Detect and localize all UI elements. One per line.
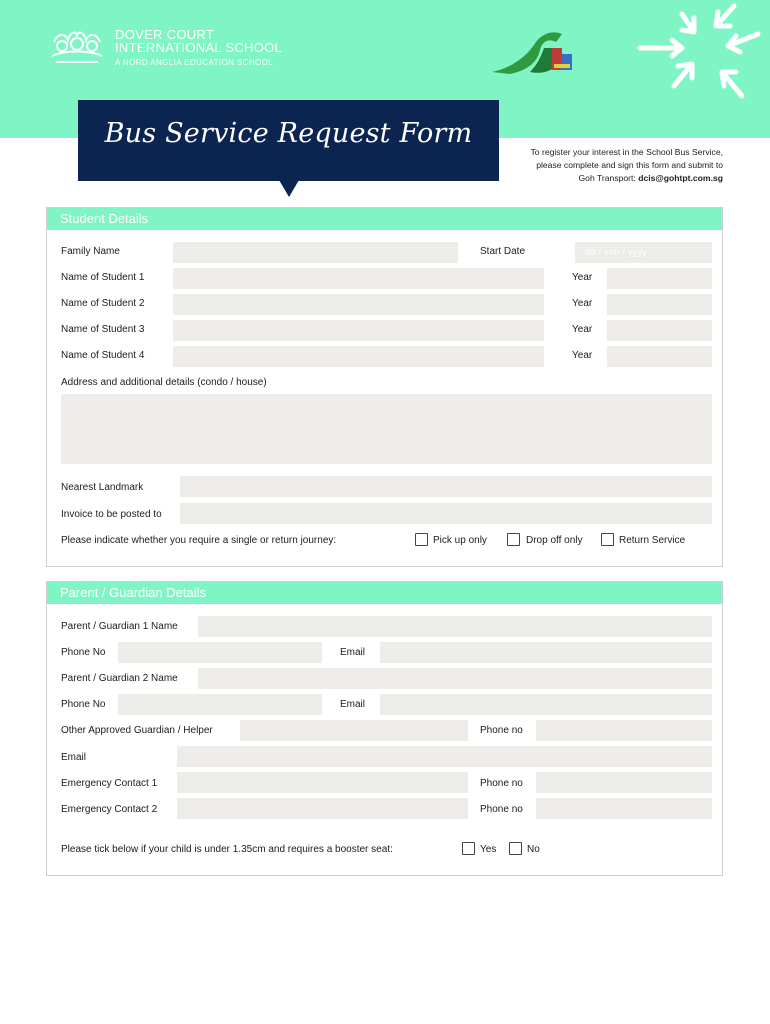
emergency-1-phone-field[interactable] — [536, 772, 712, 793]
other-guardian-email-field[interactable] — [177, 746, 712, 767]
student-1-field[interactable] — [173, 268, 544, 289]
pick-up-only-checkbox[interactable] — [415, 533, 428, 546]
guardian-2-phone-field[interactable] — [118, 694, 322, 715]
guardian-2-email-label: Email — [340, 699, 366, 710]
emergency-contact-2-label: Emergency Contact 2 — [61, 804, 158, 815]
intro-line-1: To register your interest in the School Bus Service, — [530, 147, 723, 157]
booster-yes-label: Yes — [480, 844, 497, 855]
guardian-1-email-label: Email — [340, 647, 366, 658]
address-textarea[interactable] — [61, 394, 712, 464]
school-name — [115, 28, 282, 54]
other-guardian-phone-label: Phone no — [480, 725, 523, 736]
student-3-year-field[interactable] — [607, 320, 712, 341]
return-service-label: Return Service — [619, 535, 686, 546]
student-1-year-label: Year — [572, 272, 593, 283]
other-guardian-phone-field[interactable] — [536, 720, 712, 741]
family-name-label: Family Name — [61, 246, 120, 257]
start-date-field[interactable] — [575, 242, 712, 263]
guardian-1-name-field[interactable] — [198, 616, 712, 637]
guardian-2-name-label: Parent / Guardian 2 Name — [61, 673, 178, 684]
parent-guardian-heading: Parent / Guardian Details — [47, 582, 722, 604]
emergency-2-phone-field[interactable] — [536, 798, 712, 819]
start-date-label: Start Date — [480, 246, 526, 257]
student-4-year-label: Year — [572, 350, 593, 361]
title-pointer — [279, 180, 299, 197]
drop-off-only-checkbox[interactable] — [507, 533, 520, 546]
guardian-2-email-field[interactable] — [380, 694, 712, 715]
emergency-contact-2-field[interactable] — [177, 798, 468, 819]
start-date-placeholder: dd / mm / yyyy — [585, 247, 648, 257]
pick-up-only-label: Pick up only — [433, 535, 487, 546]
student-2-year-label: Year — [572, 298, 593, 309]
invoice-label: Invoice to be posted to — [61, 509, 162, 520]
return-service-checkbox[interactable] — [601, 533, 614, 546]
arrows-decoration — [630, 0, 770, 110]
student-3-label: Name of Student 3 — [61, 324, 145, 335]
student-details-section — [46, 207, 723, 567]
form-title-banner — [78, 100, 499, 181]
student-1-year-field[interactable] — [607, 268, 712, 289]
student-2-field[interactable] — [173, 294, 544, 315]
emergency-contact-1-field[interactable] — [177, 772, 468, 793]
nearest-landmark-field[interactable] — [180, 476, 712, 497]
emergency-1-phone-label: Phone no — [480, 778, 523, 789]
school-crest-logo — [48, 28, 106, 68]
intro-email-link[interactable]: dcis@gohtpt.com.sg — [638, 173, 723, 183]
other-guardian-email-label: Email — [61, 752, 87, 763]
guardian-2-phone-label: Phone No — [61, 699, 106, 710]
nearest-landmark-label: Nearest Landmark — [61, 482, 144, 493]
student-details-heading: Student Details — [47, 208, 722, 230]
parent-guardian-section — [46, 581, 723, 876]
family-name-field[interactable] — [173, 242, 458, 263]
form-title: Bus Service Request Form — [104, 118, 473, 149]
intro-text — [531, 146, 724, 185]
booster-no-label: No — [527, 844, 540, 855]
address-label: Address and additional details (condo / house) — [61, 377, 267, 388]
intro-line-2: please complete and sign this form and submit to — [536, 160, 723, 170]
guardian-2-name-field[interactable] — [198, 668, 712, 689]
invoice-field[interactable] — [180, 503, 712, 524]
guardian-1-phone-field[interactable] — [118, 642, 322, 663]
goh-transport-logo — [490, 28, 576, 76]
student-4-label: Name of Student 4 — [61, 350, 145, 361]
other-guardian-label: Other Approved Guardian / Helper — [61, 725, 213, 736]
student-1-label: Name of Student 1 — [61, 272, 145, 283]
emergency-2-phone-label: Phone no — [480, 804, 523, 815]
student-4-field[interactable] — [173, 346, 544, 367]
student-2-year-field[interactable] — [607, 294, 712, 315]
drop-off-only-label: Drop off only — [526, 535, 583, 546]
student-4-year-field[interactable] — [607, 346, 712, 367]
guardian-1-email-field[interactable] — [380, 642, 712, 663]
student-3-year-label: Year — [572, 324, 593, 335]
booster-seat-question: Please tick below if your child is under 1.35cm and requires a booster seat: — [61, 844, 393, 855]
other-guardian-field[interactable] — [240, 720, 468, 741]
guardian-1-phone-label: Phone No — [61, 647, 106, 658]
student-2-label: Name of Student 2 — [61, 298, 145, 309]
school-subtitle: A NORD ANGLIA EDUCATION SCHOOL — [115, 58, 274, 67]
booster-no-checkbox[interactable] — [509, 842, 522, 855]
emergency-contact-1-label: Emergency Contact 1 — [61, 778, 158, 789]
booster-yes-checkbox[interactable] — [462, 842, 475, 855]
intro-line-3-prefix: Goh Transport: — [578, 173, 639, 183]
intro-line-3 — [531, 172, 724, 185]
guardian-1-name-label: Parent / Guardian 1 Name — [61, 621, 178, 632]
school-name-line1: DOVER COURT — [115, 27, 215, 42]
journey-question: Please indicate whether you require a single or return journey: — [61, 535, 337, 546]
student-3-field[interactable] — [173, 320, 544, 341]
school-name-line2: INTERNATIONAL SCHOOL — [115, 40, 283, 55]
